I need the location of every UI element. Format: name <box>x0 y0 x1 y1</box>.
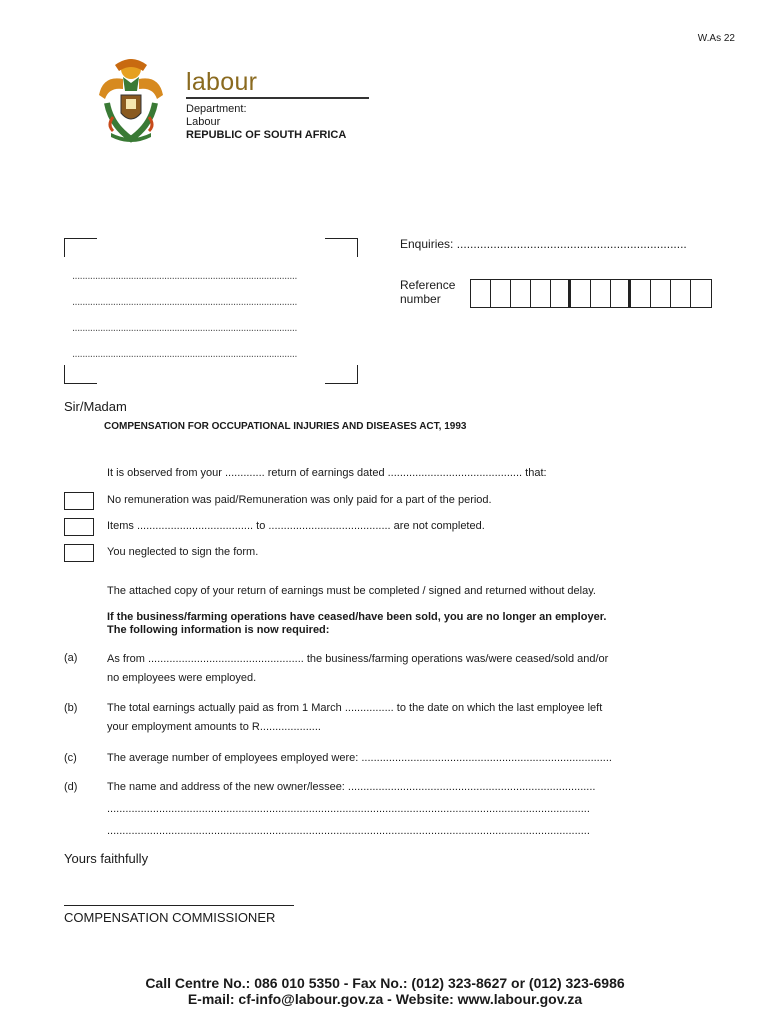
dept-line-1: Department: <box>186 103 247 115</box>
ref-cell[interactable] <box>651 280 671 307</box>
ref-cell[interactable] <box>591 280 611 307</box>
ref-cell[interactable] <box>631 280 651 307</box>
question-d-line-3[interactable]: .............................................................................................................................................................. <box>107 825 590 837</box>
question-c-label: (c) <box>64 752 77 764</box>
salutation: Sir/Madam <box>64 399 127 414</box>
footer-contact-line: Call Centre No.: 086 010 5350 - Fax No.: (012) 323-8627 or (012) 323-6986 <box>145 975 625 991</box>
observation-text: It is observed from your ............. return of earnings dated ............................................ that: <box>107 467 547 479</box>
reference-number-grid[interactable] <box>470 279 712 308</box>
ref-cell[interactable] <box>511 280 531 307</box>
checkbox-label-3: You neglected to sign the form. <box>107 546 259 558</box>
question-b-line-2[interactable]: your employment amounts to R.................... <box>107 721 321 733</box>
form-code: W.As 22 <box>697 33 735 44</box>
checkbox-items-incomplete[interactable] <box>64 518 94 536</box>
address-corner-bl <box>64 365 97 384</box>
question-b-line-1[interactable]: The total earnings actually paid as from 1 March ................ to the date on which the last employee left <box>107 702 603 714</box>
question-a-line-2: no employees were employed. <box>107 672 257 684</box>
checkbox-label-2: Items ...................................... to ........................................ are not completed. <box>107 520 485 532</box>
question-c-line-1[interactable]: The average number of employees employed were: .................................................................................. <box>107 752 612 764</box>
checkbox-label-1: No remuneration was paid/Remuneration was only paid for a part of the period. <box>107 494 492 506</box>
question-a-line-1[interactable]: As from ................................................... the business/farming operations was/were ceased/sold and/or <box>107 653 609 665</box>
department-block <box>186 103 346 142</box>
address-line-1[interactable]: ........................................................................................ <box>72 270 297 282</box>
checkbox-not-signed[interactable] <box>64 544 94 562</box>
ref-cell[interactable] <box>491 280 511 307</box>
attached-copy-text: The attached copy of your return of earnings must be completed / signed and returned without delay. <box>107 585 596 597</box>
reference-label-1: Reference <box>400 278 456 292</box>
ceased-notice <box>107 611 606 637</box>
ref-cell[interactable] <box>571 280 591 307</box>
ref-cell[interactable] <box>691 280 711 307</box>
address-line-2[interactable]: ........................................................................................ <box>72 296 297 308</box>
ref-cell[interactable] <box>611 280 631 307</box>
enquiries-field[interactable]: Enquiries: ..................................................................... <box>400 237 687 251</box>
signature-line[interactable] <box>64 905 294 906</box>
question-d-line-2[interactable]: .............................................................................................................................................................. <box>107 803 590 815</box>
ref-cell[interactable] <box>471 280 491 307</box>
ceased-notice-1: If the business/farming operations have ceased/have been sold, you are no longer an employer. <box>107 611 607 623</box>
ref-cell[interactable] <box>671 280 691 307</box>
brand-rule <box>186 97 369 99</box>
question-d-line-1[interactable]: The name and address of the new owner/lessee: ................................................................................. <box>107 781 596 793</box>
brand-title: labour <box>186 68 258 96</box>
address-corner-tl <box>64 238 97 257</box>
closing-text: Yours faithfully <box>64 851 149 866</box>
footer-web-line: E-mail: cf-info@labour.gov.za - Website: www.labour.gov.za <box>187 991 583 1007</box>
dept-line-3: REPUBLIC OF SOUTH AFRICA <box>186 129 347 141</box>
ref-cell[interactable] <box>531 280 551 307</box>
coat-of-arms-logo <box>93 55 169 147</box>
checkbox-no-remuneration[interactable] <box>64 492 94 510</box>
address-corner-tr <box>325 238 358 257</box>
act-title: COMPENSATION FOR OCCUPATIONAL INJURIES AND DISEASES ACT, 1993 <box>104 421 467 432</box>
address-line-3[interactable]: ........................................................................................ <box>72 322 297 334</box>
dept-line-2: Labour <box>186 116 221 128</box>
ceased-notice-2: The following information is now required: <box>107 624 330 636</box>
question-b-label: (b) <box>64 702 78 714</box>
question-d-label: (d) <box>64 781 78 793</box>
reference-label <box>400 278 455 306</box>
address-corner-br <box>325 365 358 384</box>
address-line-4[interactable]: ........................................................................................ <box>72 348 297 360</box>
reference-label-2: number <box>400 292 441 306</box>
signatory-title: COMPENSATION COMMISSIONER <box>64 910 276 925</box>
question-a-label: (a) <box>64 652 78 664</box>
ref-cell[interactable] <box>551 280 571 307</box>
